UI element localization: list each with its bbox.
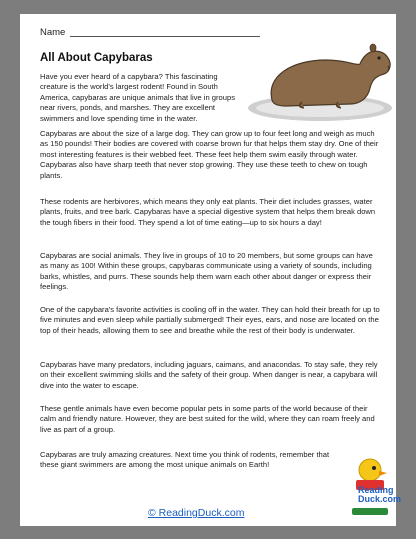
capybara-illustration [242, 30, 392, 126]
logo-text: Reading Duck.com [358, 485, 402, 504]
paragraph-8: Capybaras are truly amazing creatures. Next time you think of rodents, remember that these giant swimmers are among the most unique animals on Earth! [40, 450, 330, 470]
paragraph-6: Capybaras have many predators, including jaguars, caimans, and anacondas. To stay safe, they rely on their excellent swimming skills and the safety of their group. When danger is near, a capybara will dive into the water to escape. [40, 360, 378, 390]
footer-link[interactable]: © ReadingDuck.com [148, 507, 245, 519]
paragraph-1: Have you ever heard of a capybara? This fascinating creature is the world's largest rodent! Found in South America, capybaras are unique animals that live in groups near rivers, ponds, and marshes. They are excellent swimmers and love spending time in the water. [40, 72, 236, 123]
name-line [70, 36, 260, 37]
paragraph-4: Capybaras are social animals. They live in groups of 10 to 20 members, but some groups can have as many as 100! Within these groups, capybaras communicate using a variety of sounds, including barks, whistles, and purrs. These sounds help them warn each other about danger or express their feelings. [40, 251, 373, 292]
paragraph-5: One of the capybara's favorite activities is cooling off in the water. They can hold their breath for up to five minutes and even sleep while partially submerged! Their eyes, ears, and nose are located on the top of their heads, allowing them to see and breathe while the rest of their body is underwater. [40, 305, 380, 335]
name-label: Name [40, 27, 66, 38]
page-title: All About Capybaras [40, 52, 153, 64]
worksheet-page [20, 14, 402, 526]
paragraph-3: These rodents are herbivores, which means they only eat plants. Their diet includes grasses, water plants, fruits, and tree bark. Capybaras have a special digestive system that helps them break down the tough fibers in their food. They spend a lot of time eating—up to six hours a day! [40, 197, 376, 227]
paragraph-7: These gentle animals have even become popular pets in some parts of the world because of their calm and friendly nature. However, they are best suited for the wild, where they can roam freely and live as part of a group. [40, 404, 375, 434]
paragraph-2: Capybaras are about the size of a large dog. They can grow up to four feet long and weigh as much as 150 pounds! Their bodies are covered with coarse brown fur that helps them stay dry. One of their most interesting features is their webbed feet. These feet help them swim easily through water. Capybaras also have sharp teeth that never stop growing. They use these teeth to chew on tough plants. [40, 129, 379, 180]
